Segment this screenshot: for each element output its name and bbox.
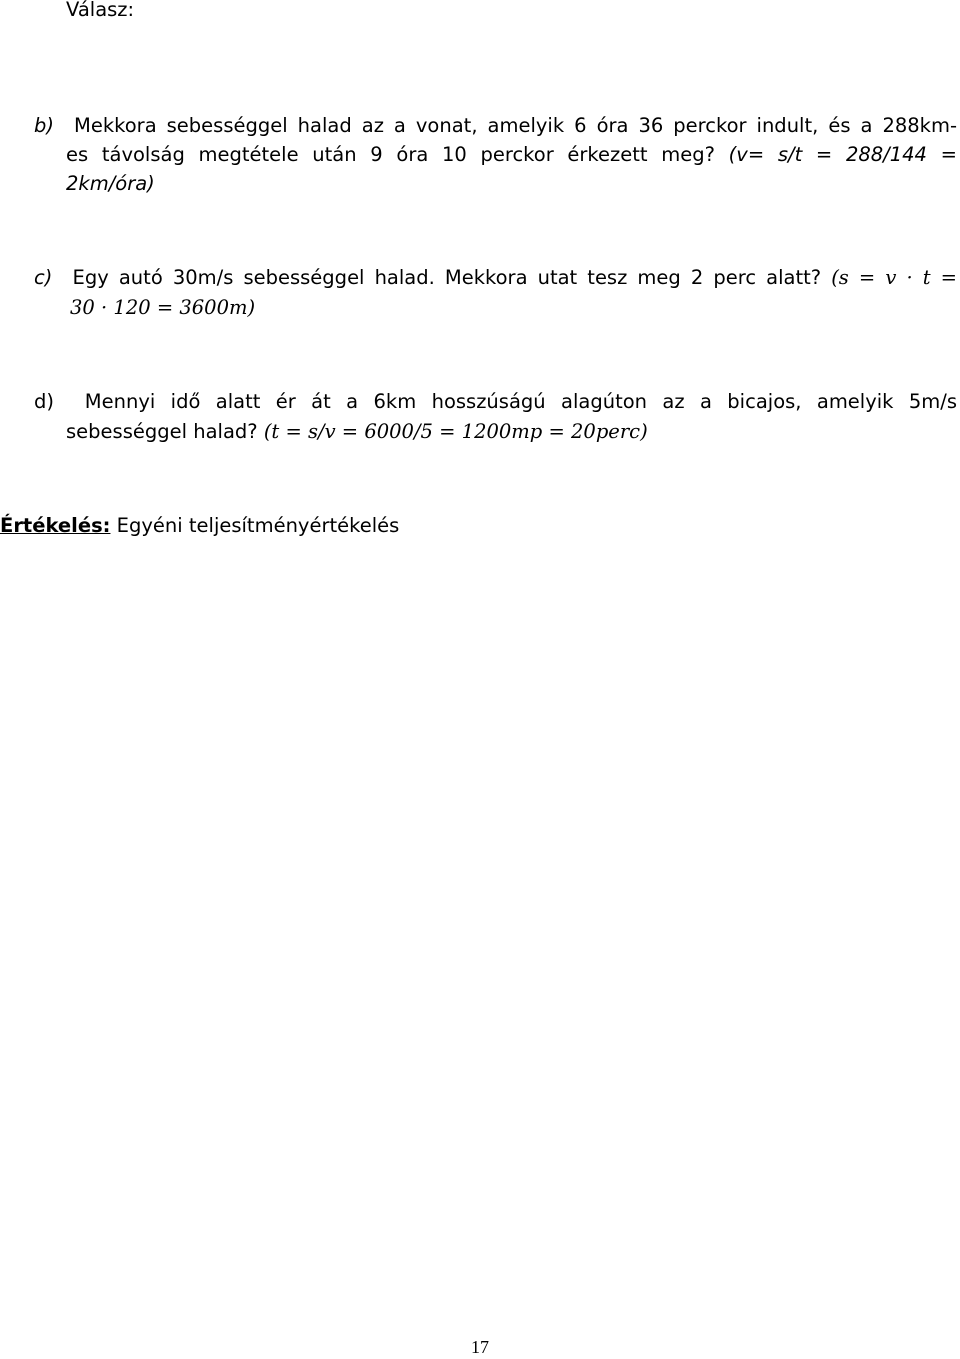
question-c-answer-1: (s = v · t =: [831, 266, 957, 289]
evaluation-value: Egyéni teljesítményértékelés: [116, 514, 400, 537]
question-d-text-1: Mennyi idő alatt ér át a 6km hosszúságú alagúton az a bicajos, amelyik 5m/s: [84, 390, 957, 413]
question-b-answer-1: (v= s/t = 288/144 =: [728, 143, 958, 166]
question-b-line-1: [34, 112, 957, 140]
question-b-line-2: [66, 141, 957, 169]
answer-heading: [66, 0, 134, 24]
question-b-line-3: [66, 170, 155, 198]
question-b-marker: b): [34, 114, 54, 137]
question-d-text-2: sebességgel halad?: [66, 420, 258, 443]
question-c-answer-2: 30 · 120 = 3600m): [70, 296, 256, 319]
evaluation-label: Értékelés:: [0, 514, 111, 537]
question-b-text-2: es távolság megtétele után 9 óra 10 perckor érkezett meg?: [66, 143, 715, 166]
evaluation-line: [0, 512, 399, 540]
question-c-marker: c): [34, 266, 53, 289]
question-d-line-2: [66, 418, 648, 446]
answer-heading-text: Válasz:: [66, 0, 135, 21]
question-d-line-1: [34, 388, 957, 416]
question-b-answer-2: 2km/óra): [66, 172, 155, 195]
question-c-text: Egy autó 30m/s sebességgel halad. Mekkora utat tesz meg 2 perc alatt?: [72, 266, 822, 289]
page-number: 17: [471, 1337, 489, 1357]
question-c-line-2: [70, 294, 255, 322]
question-d-marker: d): [34, 390, 54, 413]
question-c-line-1: [34, 264, 957, 292]
question-d-answer: (t = s/v = 6000/5 = 1200mp = 20perc): [263, 420, 648, 443]
question-b-text-1: Mekkora sebességgel halad az a vonat, amelyik 6 óra 36 perckor indult, és a 288km-: [74, 114, 957, 137]
